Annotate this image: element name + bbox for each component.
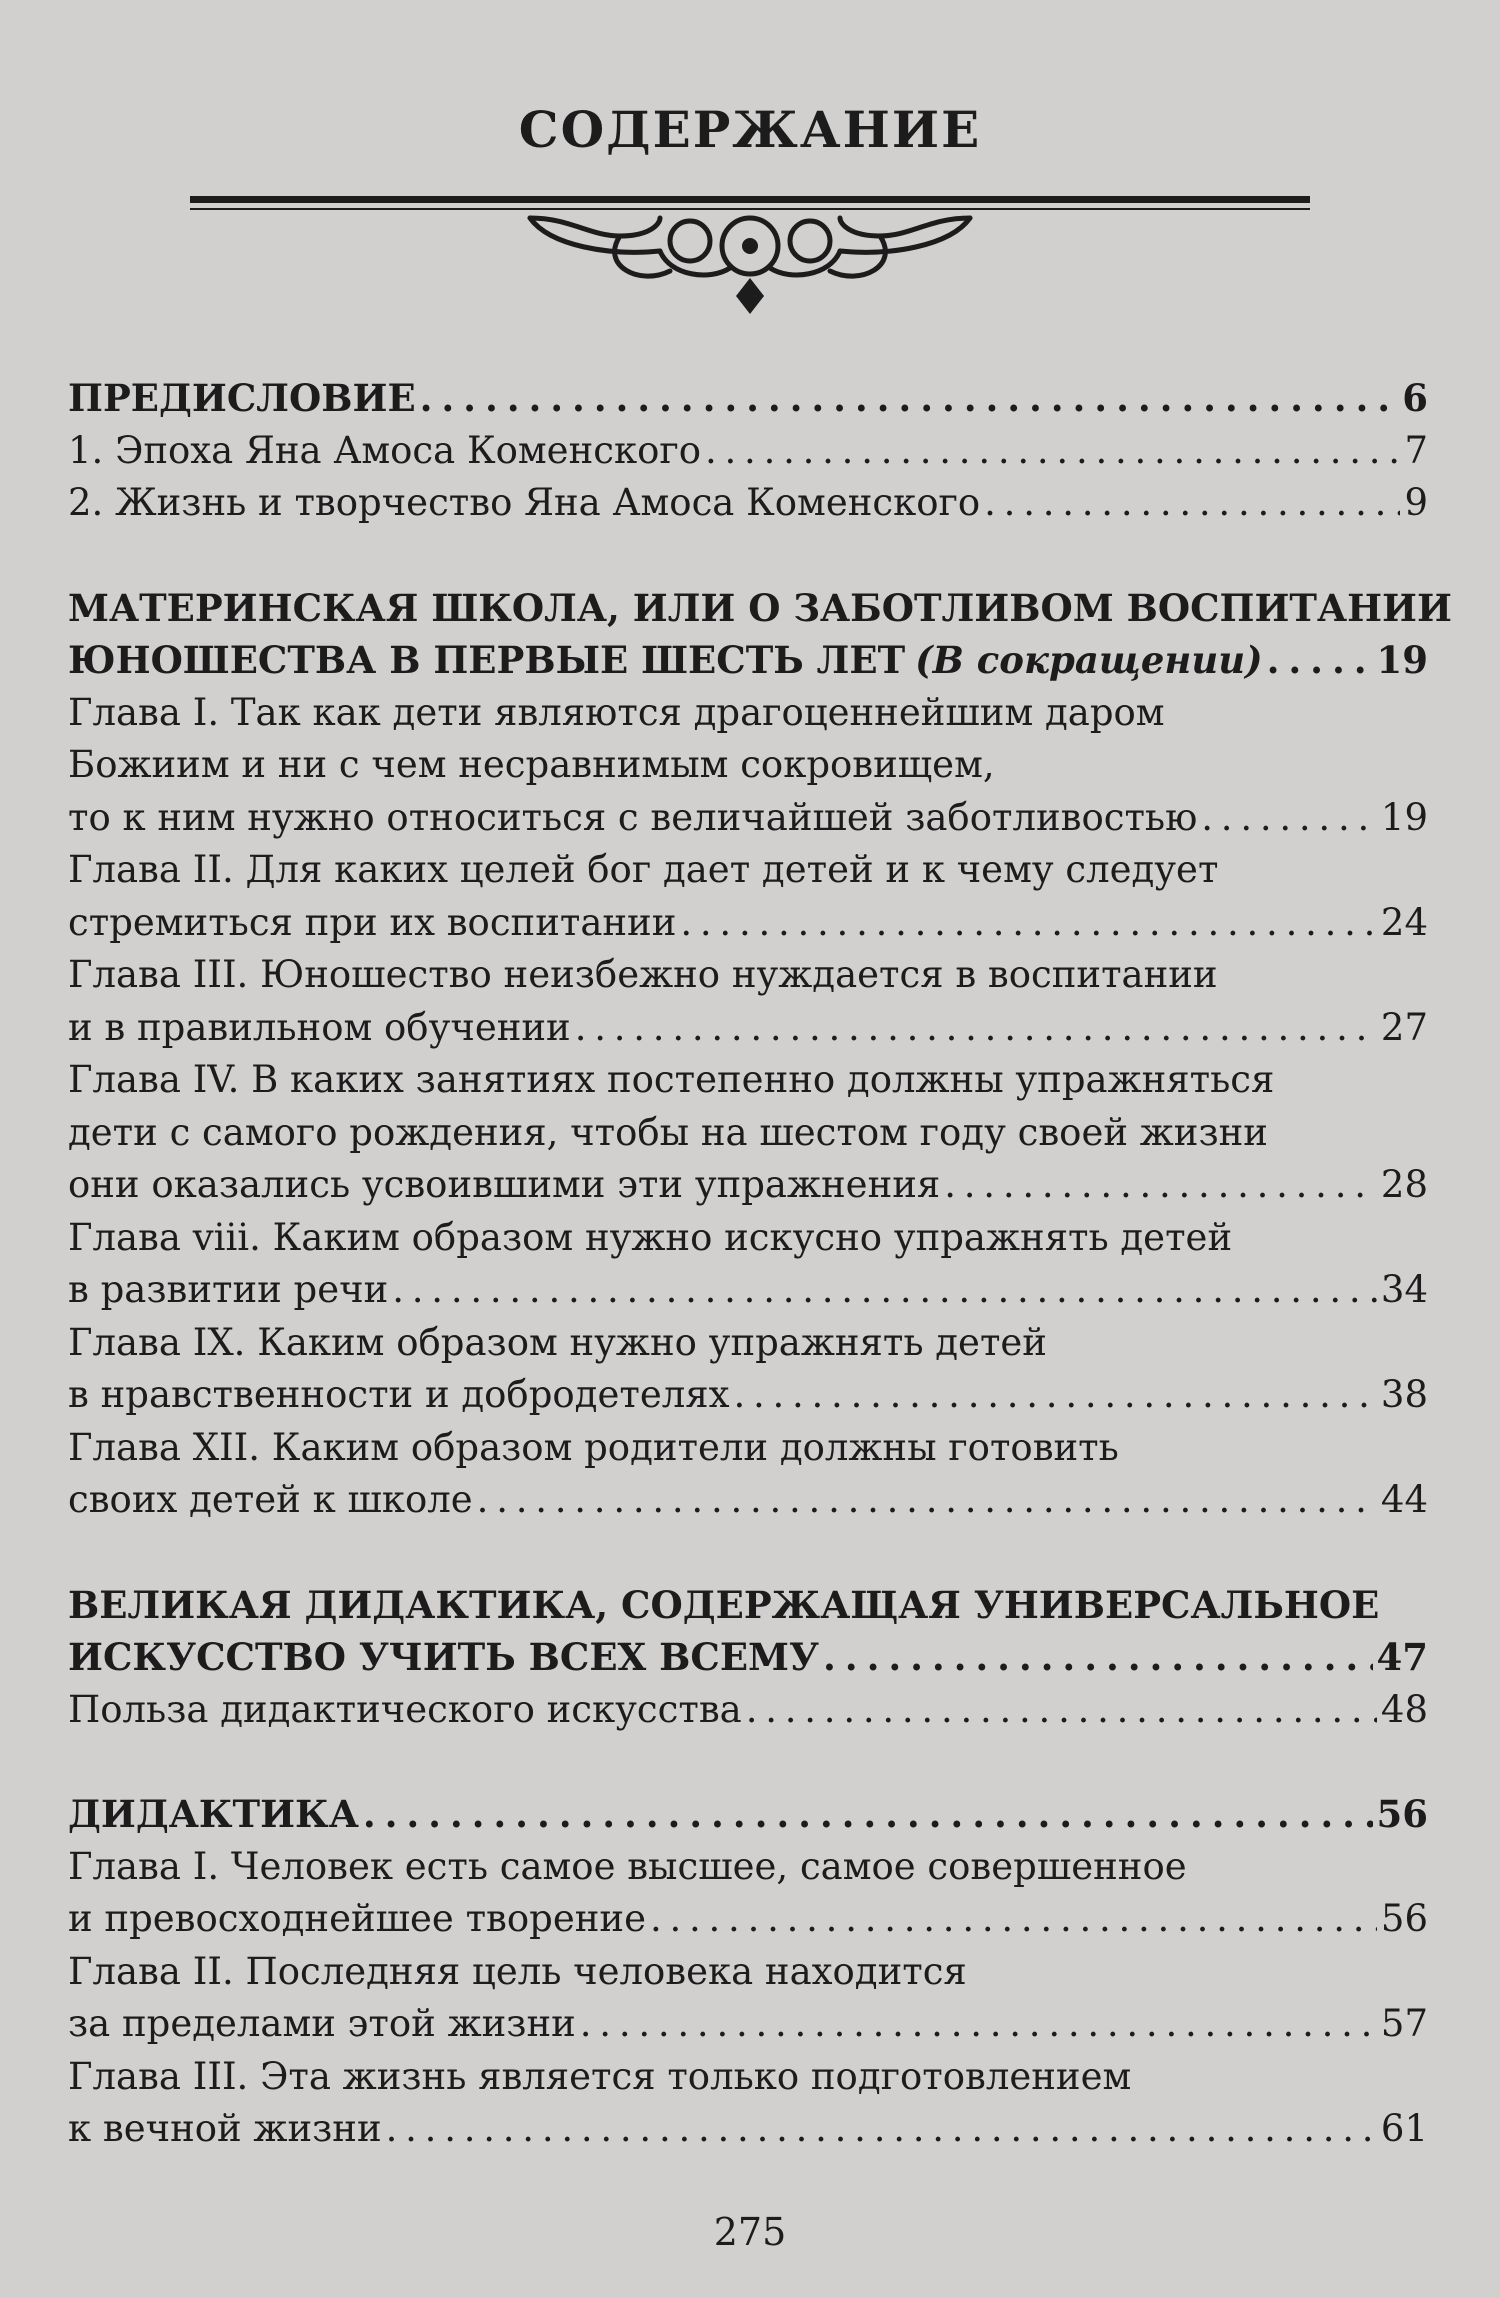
toc-entry-text: Глава IX. Каким образом нужно упражнять детей [68,1320,1047,1364]
dot-leader [944,1159,1377,1212]
toc-entry-text: своих детей к школе [68,1478,473,1521]
toc-entry-text: дети с самого рождения, чтобы на шестом году своей жизни [68,1110,1268,1154]
toc-entry-line [68,1002,1428,1055]
toc-page-number: 47 [1376,1635,1428,1679]
toc-entry-line [68,2103,1428,2156]
toc-entry-line [68,1212,1428,1265]
toc-entry-line [68,1946,1428,1999]
toc-entry-text: 2. Жизнь и творчество Яна Амоса Коменского [68,481,981,524]
toc-page-number: 7 [1404,428,1428,472]
toc-heading-line [68,1579,1428,1632]
toc-page-number: 56 [1376,1792,1428,1836]
toc-entry-text: МАТЕРИНСКАЯ ШКОЛА, ИЛИ О ЗАБОТЛИВОМ ВОСПИТАНИИ [68,585,1452,630]
toc-entry-text: Глава viii. Каким образом нужно искусно упражнять детей [68,1215,1233,1259]
toc-heading-line [68,582,1452,635]
toc-entry-text: ИСКУССТВО УЧИТЬ ВСЕХ ВСЕМУ [68,1635,820,1679]
toc-page-number: 34 [1380,1268,1428,1311]
dot-leader [363,1788,1373,1841]
toc-entry-text: в нравственности и добродетелях [68,1373,730,1416]
dot-leader [650,1893,1377,1946]
toc-heading-line [68,1631,1428,1684]
dot-leader [984,477,1400,530]
toc-entry-text: ВЕЛИКАЯ ДИДАКТИКА, СОДЕРЖАЩАЯ УНИВЕРСАЛЬНОЕ [68,1582,1380,1627]
toc-entry-line [68,1684,1428,1737]
toc-entry-line [68,2051,1428,2104]
toc-page-number: 9 [1404,481,1428,524]
dot-leader [705,425,1400,478]
toc-page-number: 56 [1380,1897,1428,1940]
toc-entry-line [68,1893,1428,1946]
toc-entry-text: за пределами этой жизни [68,2002,576,2045]
toc-entry-line [68,1422,1428,1475]
toc-page-number: 19 [1380,795,1428,839]
toc-entry-line [68,792,1428,845]
toc-page-number: 38 [1380,1373,1428,1416]
toc-heading-line [68,372,1428,425]
toc-entry-line [68,1264,1428,1317]
toc-page-number: 27 [1380,1005,1428,1049]
toc-entry-line [68,1474,1428,1527]
toc-entry-text: и превосходнейшее творение [68,1897,646,1940]
toc-entry-line [68,1107,1428,1160]
toc-entry-line [68,1998,1428,2051]
toc-entry-text: Глава I. Так как дети являются драгоценнейшим даром [68,690,1165,734]
toc-entry-line [68,1054,1428,1107]
toc-entry-text: к вечной жизни [68,2107,382,2150]
toc-entry-text: в развитии речи [68,1268,389,1311]
dot-leader [477,1474,1377,1527]
dot-leader [1267,634,1373,687]
toc-entry-text: Глава I. Человек есть самое высшее, самое совершенное [68,1844,1187,1888]
dot-leader [1201,792,1377,845]
toc-entry-line [68,477,1428,530]
toc-page-number: 19 [1376,638,1428,682]
toc-page-number: 61 [1380,2107,1428,2150]
dot-leader [386,2103,1377,2156]
dot-leader [420,372,1399,425]
toc-entry-line [68,1159,1428,1212]
toc-entry-text: стремиться при их воспитании [68,900,677,944]
toc-entry-line [68,425,1428,478]
toc-page-number: 48 [1380,1687,1428,1731]
toc-entry-line [68,687,1428,740]
toc-entry-line [68,844,1428,897]
section-gap [68,530,1428,582]
section-gap [68,1736,1428,1788]
toc-entry-text: Глава III. Эта жизнь является только подготовлением [68,2054,1132,2098]
toc-entry-text: ПРЕДИСЛОВИЕ [68,376,416,420]
toc-entry-text: и в правильном обучении [68,1005,571,1049]
section-gap [68,1527,1428,1579]
dot-leader [746,1684,1377,1737]
toc-entry-text: Глава IV. В каких занятиях постепенно должны упражняться [68,1058,1275,1101]
toc-page-number: 57 [1380,2002,1428,2045]
table-of-contents [68,372,1452,2156]
dot-leader [580,1998,1377,2051]
page-title: СОДЕРЖАНИЕ [518,100,982,159]
toc-entry-text: 1. Эпоха Яна Амоса Коменского [68,428,702,472]
toc-page-number: 28 [1380,1163,1428,1206]
toc-entry-line [68,1841,1428,1894]
page-number: 275 [713,2210,787,2254]
toc-heading-line [68,634,1428,687]
toc-page-number: 24 [1380,900,1428,944]
toc-entry-text: Божиим и ни с чем несравнимым сокровищем, [68,743,995,786]
dot-leader [575,1002,1377,1055]
dot-leader [733,1369,1376,1422]
toc-entry-line [68,1317,1428,1370]
toc-entry-text: ЮНОШЕСТВА В ПЕРВЫЕ ШЕСТЬ ЛЕТ [68,638,906,682]
toc-entry-text: Глава XII. Каким образом родители должны готовить [68,1425,1119,1469]
dot-leader [823,1631,1372,1684]
toc-entry-text: то к ним нужно относиться с величайшей заботливостью [68,795,1198,839]
toc-heading-line [68,1788,1428,1841]
toc-entry-line [68,949,1428,1002]
ornament-divider [190,196,1310,326]
toc-entry-text: Глава III. Юношество неизбежно нуждается в воспитании [68,953,1218,996]
toc-entry-line [68,897,1428,950]
toc-page-number: 44 [1380,1478,1428,1521]
dot-leader [680,897,1377,950]
toc-entry-note: (В сокращении) [915,638,1263,682]
toc-entry-text: Польза дидактического искусства [68,1687,742,1731]
toc-entry-line [68,739,1428,792]
toc-entry-text: Глава II. Для каких целей бог дает детей и к чему следует [68,848,1219,891]
toc-entry-text: ДИДАКТИКА [68,1792,359,1836]
toc-entry-text: они оказались усвоившими эти упражнения [68,1163,941,1206]
toc-page-number: 6 [1402,376,1428,420]
toc-entry-text: Глава II. Последняя цель человека находится [68,1949,967,1993]
toc-entry-line [68,1369,1428,1422]
dot-leader [392,1264,1377,1317]
